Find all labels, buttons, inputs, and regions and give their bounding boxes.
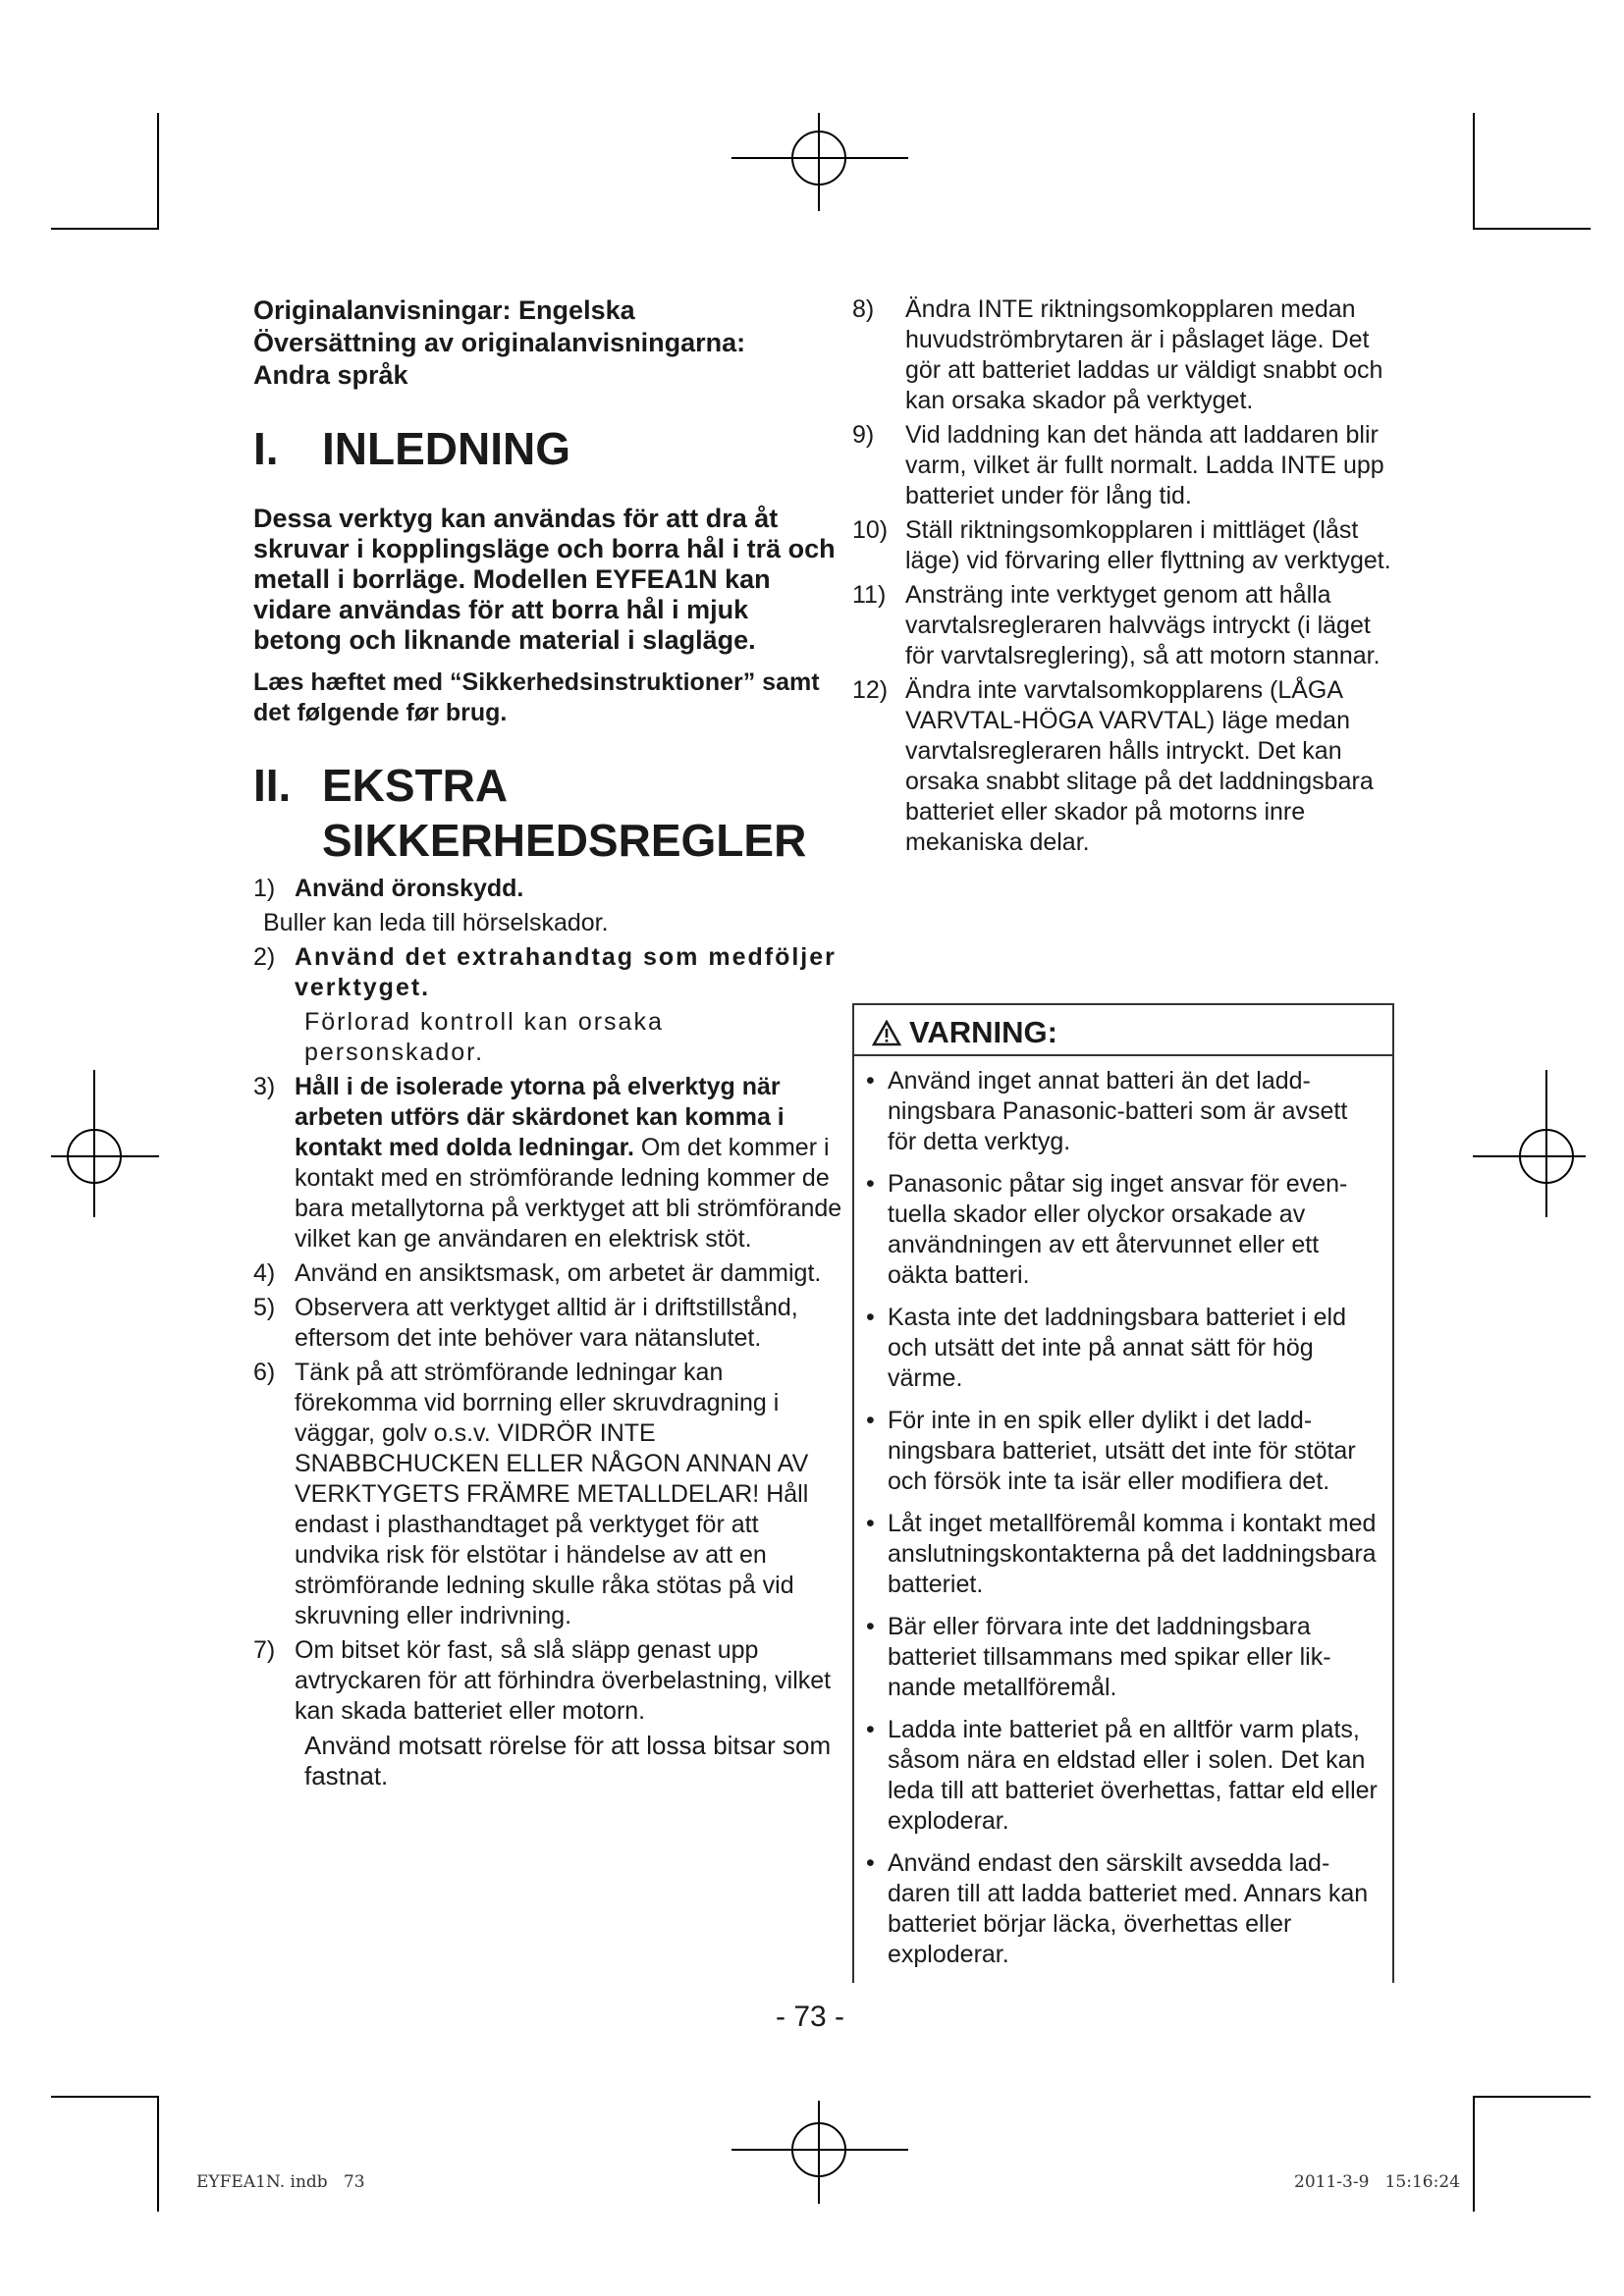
item-number: 7) <box>253 1636 276 1664</box>
section-number: I. <box>253 423 279 474</box>
crop-mark <box>1473 113 1475 229</box>
warning-item <box>866 1848 1379 1970</box>
section-title <box>322 758 806 868</box>
warning-text: Panasonic påtar sig inget ansvar för eventuella skador eller olyckor orsakade av användningen av ett återvunnet eller ett oäkta batteri. <box>888 1170 1348 1289</box>
bullet-icon: • <box>866 1613 875 1640</box>
item-text: Om bitset kör fast, så slå släpp genast upp avtryckaren för att förhindra överbelastning, vilket kan skada batteriet eller motorn. <box>295 1636 832 1725</box>
section-title-line: EKSTRA <box>322 760 509 811</box>
page-number: - 73 - <box>776 2001 845 2033</box>
item-number: 11) <box>852 581 887 609</box>
item-bold-text: Håll i de isolerade ytorna på elverktyg när arbeten utförs där skärdonet kan komma i kontakt med dolda ledningar. <box>295 1073 785 1161</box>
warning-item <box>866 1509 1379 1600</box>
list-item <box>852 420 1402 511</box>
crop-mark <box>157 113 159 229</box>
crop-mark <box>1473 2096 1475 2212</box>
bullet-icon: • <box>866 1407 875 1434</box>
crop-mark <box>1473 228 1591 230</box>
item-extra-text: Använd motsatt rörelse för att lossa bitsar som fastnat. <box>304 1731 832 1790</box>
warning-list <box>854 1056 1392 1970</box>
registration-mark-icon <box>1519 1129 1574 1184</box>
item-number: 9) <box>852 421 875 449</box>
list-item <box>253 1358 842 1631</box>
section-heading-introduction <box>253 421 842 476</box>
section-heading-safety <box>253 758 842 868</box>
registration-mark-icon <box>791 2122 846 2177</box>
warning-text: Kasta inte det laddningsbara batteriet i eld och utsätt det inte på annat sätt för hög värme. <box>888 1304 1346 1392</box>
item-text: Ansträng inte verktyget genom att hålla varvtalsregleraren halvvägs intryckt (i läget för varvtalsreglering), så att motorn stannar. <box>905 581 1380 669</box>
list-item <box>852 580 1402 671</box>
item-number: 8) <box>852 295 875 323</box>
item-number: 10) <box>852 516 889 544</box>
header-line: Andra språk <box>253 360 408 390</box>
crop-mark <box>51 2096 159 2098</box>
section-title-line: SIKKERHEDSREGLER <box>322 815 807 866</box>
item-detail: Buller kan leda till hörselskador. <box>263 909 609 936</box>
item-number: 3) <box>253 1073 276 1100</box>
bullet-icon: • <box>866 1170 875 1198</box>
warning-item <box>866 1169 1379 1291</box>
item-text: Ställ riktningsomkopplaren i mittläget (låst läge) vid förvaring eller flyttning av verktyget. <box>905 516 1391 574</box>
item-text: Observera att verktyget alltid är i driftstillstånd, eftersom det inte behöver vara nätanslutet. <box>295 1294 798 1352</box>
registration-mark-icon <box>67 1129 122 1184</box>
list-item <box>253 1072 842 1255</box>
item-text: Ändra inte varvtalsomkopplarens (LÅGA VARVTAL-HÖGA VARVTAL) läge medan varvtalsregleraren hålls intryckt. Det kan orsaka snabbt slitage på det laddningsbara batteriet eller skador på motorns inre mekaniska delar. <box>905 676 1374 856</box>
header-line: Översättning av originalanvisningarna: <box>253 328 746 357</box>
warning-text: För inte in en spik eller dylikt i det laddningsbara batteriet, utsätt det inte för stötar och försök inte ta isär eller modifiera det. <box>888 1407 1356 1495</box>
warning-text: Ladda inte batteriet på en alltför varm plats, såsom nära en eldstad eller i solen. Det kan leda till att batteriet överhettas, fattar eld eller exploderar. <box>888 1716 1378 1835</box>
item-text: Tänk på att strömförande ledningar kan förekomma vid borrning eller skruvdragning i väggar, golv o.s.v. VIDRÖR INTE SNABBCHUCKEN ELLER NÅGON ANNAN AV VERKTYGETS FRÄMRE METALLDELAR! Håll endast i plasthandtaget på verktyget för att undvika risk för elstötar i händelse av att en strömförande ledning skulle råka stötas på vid skruvning eller indrivning. <box>295 1359 809 1629</box>
list-item <box>253 1635 842 1727</box>
footer-file-info: EYFEA1N. indb 73 <box>196 2172 365 2192</box>
item-bold-text: Använd öronskydd. <box>295 875 524 902</box>
item-detail: Förlorad kontroll kan orsaka personskador. <box>304 1008 664 1066</box>
warning-title: VARNING: <box>909 1015 1057 1049</box>
original-instructions-note <box>253 294 842 392</box>
bullet-icon: • <box>866 1716 875 1743</box>
item-text: Vid laddning kan det hända att laddaren blir varm, vilket är fullt normalt. Ladda INTE upp batteriet under för lång tid. <box>905 421 1384 509</box>
warning-item <box>866 1612 1379 1703</box>
section-title: INLEDNING <box>322 423 570 474</box>
list-item <box>253 1293 842 1354</box>
warning-item <box>866 1066 1379 1157</box>
warning-box <box>852 1003 1394 1983</box>
bullet-icon: • <box>866 1304 875 1331</box>
left-column <box>253 294 842 1791</box>
list-item <box>852 515 1402 576</box>
section-number: II. <box>253 760 292 811</box>
right-column <box>852 294 1402 862</box>
list-item <box>253 1258 842 1289</box>
item-number: 1) <box>253 875 276 902</box>
crop-mark <box>1473 2096 1591 2098</box>
warning-text: Låt inget metallföremål komma i kontakt med anslutningskontakterna på det laddningsbara batteriet. <box>888 1510 1377 1598</box>
list-item <box>253 874 842 904</box>
warning-triangle-icon <box>872 1020 901 1046</box>
bullet-icon: • <box>866 1067 875 1095</box>
warning-item <box>866 1715 1379 1837</box>
item-number: 12) <box>852 676 889 704</box>
list-item <box>852 294 1402 416</box>
item-number: 2) <box>253 943 276 971</box>
item-number: 5) <box>253 1294 276 1321</box>
item-bold-text: Använd det extrahandtag som medföljer verktyget. <box>295 943 837 1001</box>
list-item <box>852 675 1402 858</box>
warning-text: Använd endast den särskilt avsedda laddaren till att ladda batteriet med. Annars kan batteriet börjar läcka, överhettas eller exploderar. <box>888 1849 1369 1968</box>
warning-header <box>854 1005 1392 1056</box>
read-manual-note: Læs hæftet med “Sikkerhedsinstruktioner” samt det følgende før brug. <box>253 668 820 726</box>
warning-item <box>866 1406 1379 1497</box>
bullet-icon: • <box>866 1849 875 1877</box>
warning-text: Bär eller förvara inte det laddningsbara batteriet tillsammans med spikar eller liknande metallföremål. <box>888 1613 1331 1701</box>
registration-mark-icon <box>791 131 846 186</box>
footer-timestamp: 2011-3-9 15:16:24 <box>1294 2172 1460 2192</box>
item-text: Använd en ansiktsmask, om arbetet är dammigt. <box>295 1259 822 1287</box>
warning-item <box>866 1303 1379 1394</box>
item-text: Ändra INTE riktningsomkopplaren medan huvudströmbrytaren är i påslaget läge. Det gör att batteriet laddas ur väldigt snabbt och kan orsaka skador på verktyget. <box>905 295 1383 414</box>
item-number: 4) <box>253 1259 276 1287</box>
item-number: 6) <box>253 1359 276 1386</box>
header-line: Originalanvisningar: Engelska <box>253 295 635 325</box>
item-text: Om det kommer i kontakt med en strömförande ledning kommer de bara metallytorna på verktyget att bli strömförande vilket kan ge användaren en elektrisk stöt. <box>295 1134 842 1253</box>
crop-mark <box>51 228 159 230</box>
list-item <box>253 942 842 1003</box>
bullet-icon: • <box>866 1510 875 1537</box>
intro-paragraph: Dessa verktyg kan användas för att dra åt skruvar i kopplingsläge och borra hål i trä och metall i borrläge. Modellen EYFEA1N kan vidare användas för att borra hål i mjuk betong och liknande material i slagläge. <box>253 504 836 655</box>
warning-text: Använd inget annat batteri än det laddningsbara Panasonic-batteri som är avsett för detta verktyg. <box>888 1067 1348 1155</box>
crop-mark <box>157 2096 159 2212</box>
